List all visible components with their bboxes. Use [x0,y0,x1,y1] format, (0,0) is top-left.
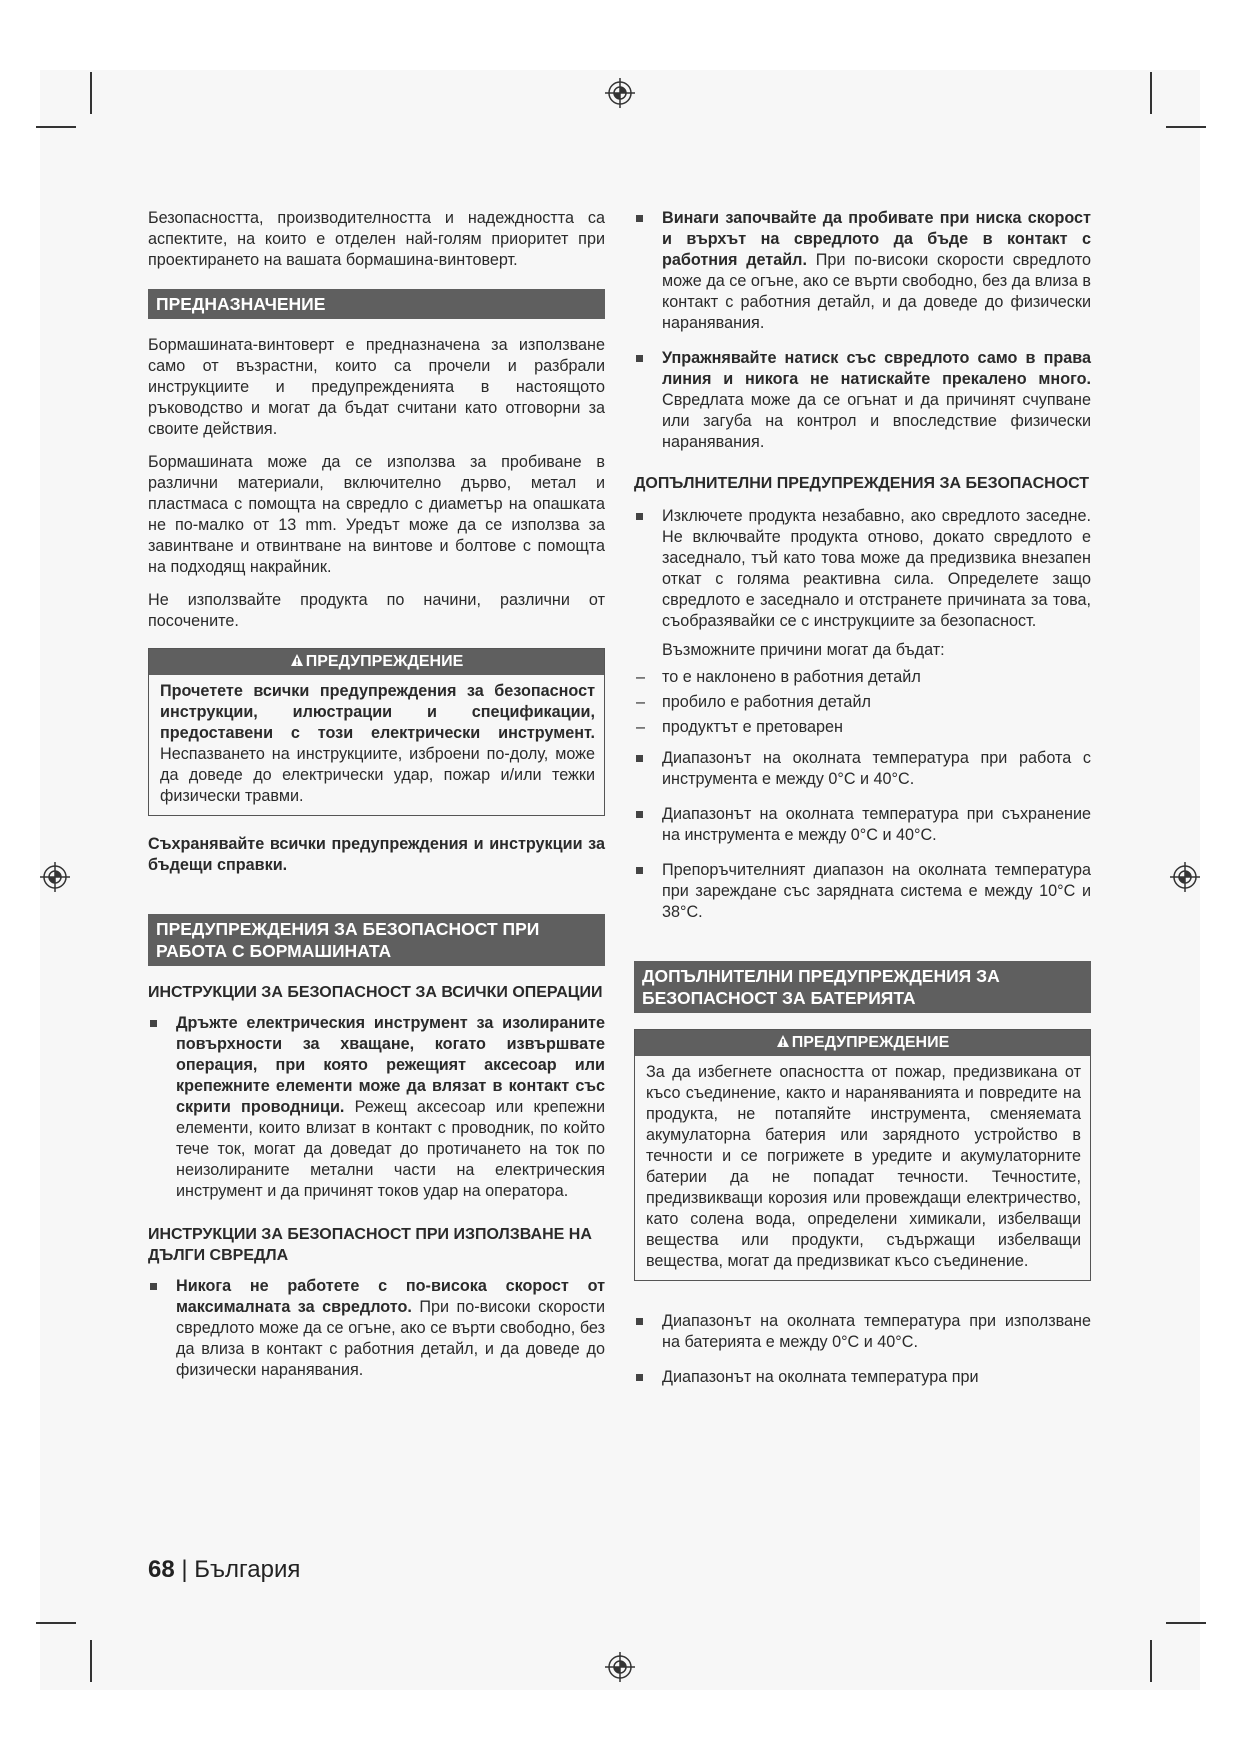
list-item-text: При по-високи скорости свредлото може да се огъне, ако се върти свободно, без да влиза в контакт с работния детайл, и да доведе до физически наранявания. [662,251,1092,332]
subheading-additional-warnings: ДОПЪЛНИТЕЛНИ ПРЕДУПРЕЖДЕНИЯ ЗА БЕЗОПАСНОСТ [634,475,1090,492]
list-item [148,1276,605,1381]
purpose-paragraph: Бормашината може да се използва за пробиване в различни материали, включително дърво, метал и пластмаса с помощта на свредло с диаметър на опашката не по-малко от 13 mm. Уредът може да се използва за завинтване и отвинтване на винтове и болтове с помощта на подходящ накрайник. [148,453,605,576]
left-column [148,208,605,1395]
bullet-square-icon [636,1374,643,1381]
dash-item [634,667,1091,688]
footer-country: България [194,1556,301,1583]
bullet-square-icon [636,867,643,874]
list-item-text: Режещ аксесоар или крепежни елементи, които влизат в контакт с проводник, по който тече ток, могат да доведат до протичането на ток по неизолираните метални части на електрическия инструмент и да причинят токов удар на оператора. [176,1098,605,1200]
list-item [148,1013,605,1202]
purpose-paragraph: Не използвайте продукта по начини, различни от посочените. [148,591,605,630]
warning-text: Неспазването на инструкциите, изброени по-долу, може да доведе до електрически удар, пожар и/или тежки физически травми. [160,745,595,805]
list-item [634,1311,1091,1353]
bullet-square-icon [636,811,643,818]
warning-box-body [635,1056,1090,1280]
subheading-all-operations: ИНСТРУКЦИИ ЗА БЕЗОПАСНОСТ ЗА ВСИЧКИ ОПЕРАЦИИ [148,984,603,1001]
crop-mark [90,72,92,114]
list-item [634,860,1091,923]
bullet-square-icon [636,355,643,362]
keep-instructions-note: Съхранявайте всички предупреждения и инструкции за бъдещи справки. [148,835,605,874]
list-item-text: Препоръчителният диапазон на околната температура при зареждане със зарядната система е между 10°C и 38°C. [662,861,1091,921]
bullet-square-icon [636,215,643,222]
dash-mark: – [636,668,646,686]
list-item-text: Диапазонът на околната температура при работа с инструмента е между 0°C и 40°C. [662,749,1091,788]
subheading-long-bits: ИНСТРУКЦИИ ЗА БЕЗОПАСНОСТ ПРИ ИЗПОЛЗВАНЕ НА ДЪЛГИ СВРЕДЛА [148,1226,592,1264]
list-item-bold: Упражнявайте натиск със свредлото само в права линия и никога не натискайте прекалено много. [662,349,1091,388]
warning-triangle-icon [290,653,304,667]
list-item-bold: Никога не работете с по-висока скорост от максималната за свредлото. [176,1277,605,1316]
crop-mark [1166,126,1206,128]
causes-intro: Възможните причини могат да бъдат: [662,641,945,659]
bullet-square-icon [636,755,643,762]
list-item [634,348,1091,453]
bullet-square-icon [636,1318,643,1325]
warning-box-header [149,649,604,675]
list-item-text: При по-високи скорости свредлото може да се огъне, ако се върти свободно, без да влиза в контакт с работния детайл, и да доведе до физически наранявания. [176,1298,606,1379]
bullet-square-icon [636,513,643,520]
list-item-bold: Винаги започвайте да пробивате при ниска скорост и върхът на свредлото да бъде в контакт с работния детайл. [662,209,1091,269]
warning-box [148,648,605,816]
list-item [634,1367,1091,1388]
warning-bold-text: Прочетете всички предупреждения за безопасност инструкции, илюстрации и спецификации, предоставени с този електрически инструмент. [160,682,595,742]
crop-mark [1150,1640,1152,1682]
section-heading-battery-safety: ДОПЪЛНИТЕЛНИ ПРЕДУПРЕЖДЕНИЯ ЗА БЕЗОПАСНОСТ ЗА БАТЕРИЯТА [634,961,1091,1013]
registration-mark-icon [1170,862,1200,892]
dash-item-text: пробило е работния детайл [662,693,871,711]
dash-item [634,717,1091,738]
list-item [634,208,1091,334]
bullet-square-icon [150,1020,157,1027]
crop-mark [1150,72,1152,114]
crop-mark [1166,1622,1206,1624]
page-footer [148,1555,300,1585]
warning-box [634,1029,1091,1281]
list-item-text: Свредлата може да се огънат и да причинят счупване или загуба на контрол и впоследствие физически наранявания. [662,391,1091,451]
crop-mark [90,1640,92,1682]
dash-item-text: то е наклонено в работния детайл [662,668,921,686]
dash-item-text: продуктът е претоварен [662,718,843,736]
list-item-text: Диапазонът на околната температура при [662,1368,979,1386]
registration-mark-icon [605,1652,635,1682]
purpose-paragraph: Бормашината-винтоверт е предназначена за използване само от възрастни, които са прочели и разбрали инструкциите и предупрежденията в настоящото ръководство и могат да бъдат считани като отговорни за своите действия. [148,336,605,438]
list-item-text: Диапазонът на околната температура при съхранение на инструмента е между 0°C и 40°C. [662,805,1091,844]
section-heading-purpose: ПРЕДНАЗНАЧЕНИЕ [148,289,605,319]
list-item-text: Изключете продукта незабавно, ако свредлото заседне. Не включвайте продукта отново, докато свредлото е заседнало, тъй като това може да предизвика внезапен откат с голяма реактивна сила. Определете защо свредлото е заседнало и отстранете причината за това, съобразявайки се с инструкциите за безопасност. [662,507,1091,630]
section-heading-drill-safety: ПРЕДУПРЕЖДЕНИЯ ЗА БЕЗОПАСНОСТ ПРИ РАБОТА С БОРМАШИНАТА [148,914,605,966]
list-item-text: Диапазонът на околната температура при използване на батерията е между 0°C и 40°C. [662,1312,1091,1351]
dash-mark: – [636,693,646,711]
dash-mark: – [636,718,646,736]
warning-box-title: ПРЕДУПРЕЖДЕНИЕ [305,653,464,670]
crop-mark [36,1622,76,1624]
warning-box-header [635,1030,1090,1056]
list-item [634,748,1091,790]
list-item [634,804,1091,846]
warning-text: За да избегнете опасността от пожар, предизвикана от късо съединение, както и нараняванията и повредите на продукта, не потапяйте инструмента, сменяемата акумулаторна батерия или зарядното устройство в течности и се погрижете в уредите и акумулаторните батерии да не попадат течности. Течностите, предизвикващи корозия или провеждащи електричество, като солена вода, определени химикали, избелващи вещества или продукти, съдържащи избелващи вещества, могат да предизвикат късо съединение. [646,1063,1081,1270]
footer-separator: | [181,1556,188,1583]
dash-item [634,692,1091,713]
list-item [634,506,1091,632]
warning-box-title: ПРЕДУПРЕЖДЕНИЕ [791,1034,950,1051]
intro-paragraph: Безопасността, производителността и надеждността са аспектите, на които е отделен най-голям приоритет при проектирането на вашата бормашина-винтоверт. [148,209,605,269]
registration-mark-icon [605,78,635,108]
right-column [634,208,1091,1402]
page-number: 68 [148,1556,175,1583]
crop-mark [36,126,76,128]
bullet-square-icon [150,1283,157,1290]
registration-mark-icon [40,862,70,892]
list-item-bold: Дръжте електрическия инструмент за изолираните повърхности за хващане, когато извършвате операция, при която режещият аксесоар или крепежните елементи може да влязат в контакт със скрити проводници. [176,1014,605,1116]
warning-box-body [149,675,604,815]
warning-triangle-icon [776,1034,790,1048]
